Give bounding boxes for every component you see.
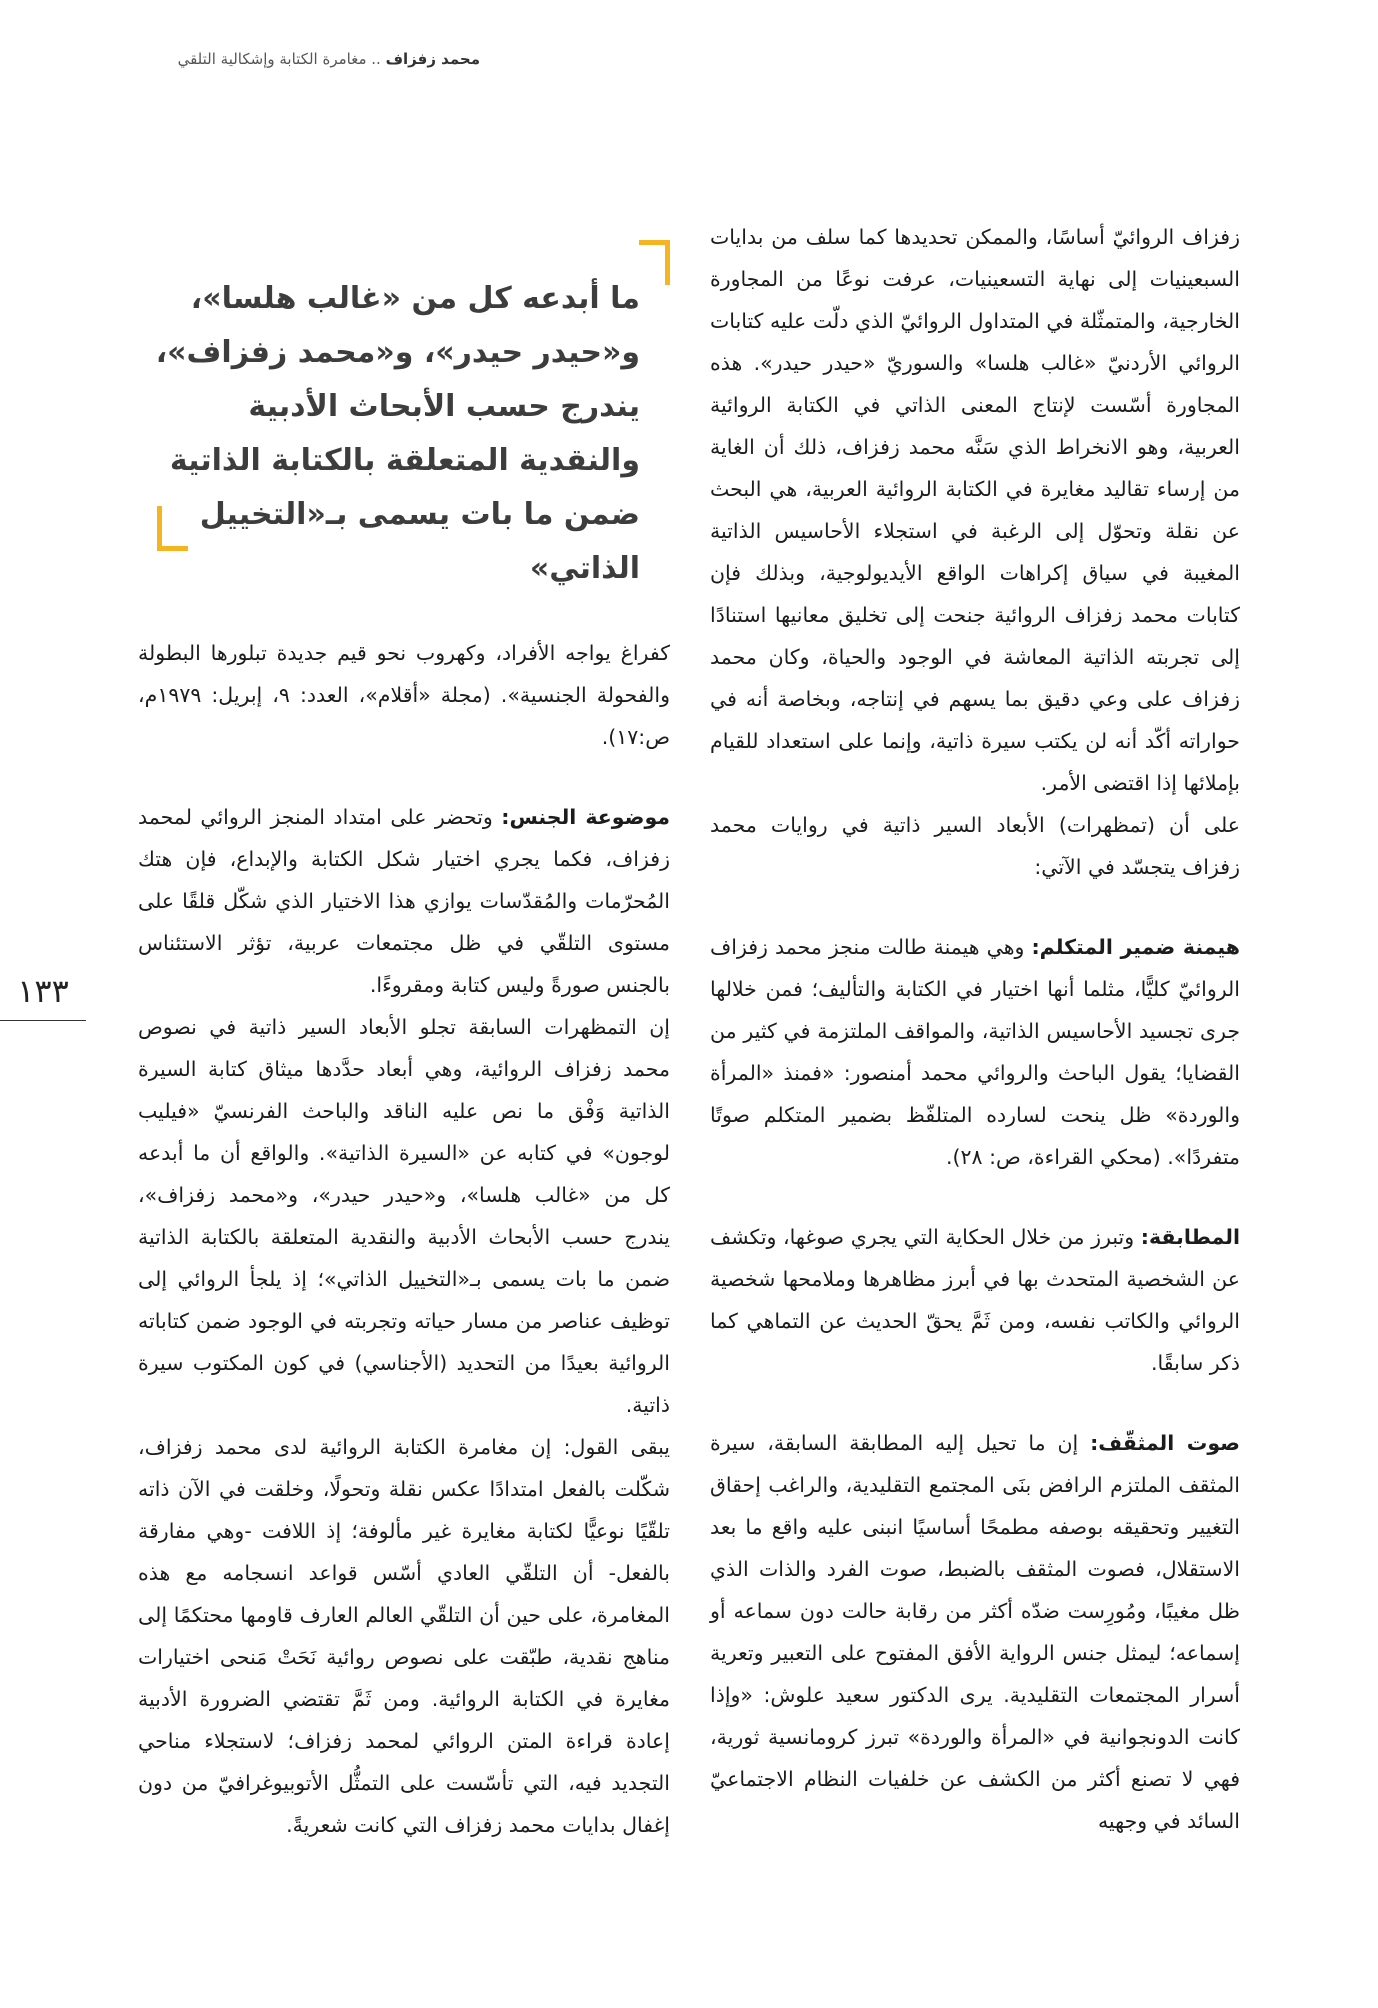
quote-bracket-bottom-left [157, 506, 188, 551]
paragraph: إن التمظهرات السابقة تجلو الأبعاد السير ذاتية في نصوص محمد زفزاف الروائية، وهي أبعاد حدَّدها ميثاق كتابة السيرة الذاتية وَفْق ما نص عليه الناقد والباحث الفرنسيّ «فيليب لوجون» في كتابه عن «السيرة الذاتية». والواقع أن ما أبدعه كل من «غالب هلسا»، و«حيدر حيدر»، و«محمد زفزاف»، يندرج حسب الأبحاث الأدبية والنقدية المتعلقة بالكتابة الذاتية ضمن ما بات يسمى بـ«التخييل الذاتي»؛ إذ يلجأ الروائي إلى توظيف عناصر من مسار حياته وتجربته في الوجود ضمن كتاباته الروائية بعيدًا من التحديد (الأجناسي) في كون المكتوب سيرة ذاتية. [138, 1015, 670, 1417]
pull-quote: ما أبدعه كل من «غالب هلسا»، و«حيدر حيدر»، و«محمد زفزاف»، يندرج حسب الأبحاث الأدبية والنقدية المتعلقة بالكتابة الذاتية ضمن ما بات يسمى بـ«التخييل الذاتي» [155, 281, 640, 586]
paragraph [710, 1216, 1240, 1384]
page-number: ١٣٣ [0, 972, 86, 1021]
paragraph: يبقى القول: إن مغامرة الكتابة الروائية لدى محمد زفزاف، شكّلت بالفعل امتدادًا عكس نقلة وتحولًا، وخلقت في الآن ذاته تلقّيًا نوعيًّا لكتابة مغايرة غير مألوفة؛ إذ اللافت -وهي مفارقة بالفعل- أن التلقّي العادي أسّس قواعد انسجامه مع هذه المغامرة، على حين أن التلقّي العالم العارف قاومها محتكمًا إلى مناهج نقدية، طبّقت على نصوص روائية نَحَتْ مَنحى اختيارات مغايرة في الكتابة الروائية. ومن ثَمَّ تقتضي الضرورة الأدبية إعادة قراءة المتن الروائي لمحمد زفزاف؛ لاستجلاء مناحي التجديد فيه، التي تأسّست على التمثُّل الأتوبيوغرافيّ من دون إغفال بدايات محمد زفزاف التي كانت شعريةً. [138, 1435, 670, 1837]
paragraph: على أن (تمظهرات) الأبعاد السير ذاتية في روايات محمد زفزاف يتجسّد في الآتي: [710, 813, 1240, 879]
header-title: .. مغامرة الكتابة وإشكالية التلقي [177, 50, 381, 68]
section-label: صوت المثقّف: [1090, 1431, 1240, 1455]
paragraph-text: إن ما تحيل إليه المطابقة السابقة، سيرة المثقف الملتزم الرافض بنَى المجتمع التقليدية، والراغب إحقاق التغيير وتحقيقه بوصفه مطمحًا أساسيًا انبنى عليه واقع ما بعد الاستقلال، فصوت المثقف بالضبط، صوت الفرد والذات الذي ظل مغيبًا، ومُورِست ضدّه أكثر من رقابة حالت دون سماعه أو إسماعه؛ ليمثل جنس الرواية الأفق المفتوح على التعبير وتعرية أسرار المجتمعات التقليدية. يرى الدكتور سعيد علوش: «وإذا كانت الدونجوانية في «المرأة والوردة» تبرز كرومانسية ثورية، فهي لا تصنع أكثر من الكشف عن خلفيات النظام الاجتماعيّ السائد في وجهيه [710, 1431, 1240, 1833]
paragraph [138, 796, 670, 1006]
paragraph: زفزاف الروائيّ أساسًا، والممكن تحديدها كما سلف من بدايات السبعينيات إلى نهاية التسعينيات، عرفت نوعًا من المجاورة الخارجية، والمتمثّلة في المتداول الروائيّ الذي دلّت عليه كتابات الروائي الأردنيّ «غالب هلسا» والسوريّ «حيدر حيدر». هذه المجاورة أسّست لإنتاج المعنى الذاتي في الكتابة الروائية العربية، وهو الانخراط الذي سَنَّه محمد زفزاف، ذلك أن الغاية من إرساء تقاليد مغايرة في الكتابة الروائية العربية، هي البحث عن نقلة وتحوّل إلى الرغبة في استجلاء الأحاسيس الذاتية المغيبة في سياق إكراهات الواقع الأيديولوجية، وبذلك فإن كتابات محمد زفزاف الروائية جنحت إلى تخليق معانيها استنادًا إلى تجربته الذاتية المعاشة في الوجود والحياة، وكان محمد زفزاف على وعي دقيق بما يسهم في إنتاجه، وبخاصة أنه في حواراته أكّد أنه لن يكتب سيرة ذاتية، وإنما على استعداد للقيام بإملائها إذا اقتضى الأمر. [710, 225, 1240, 795]
header-author: محمد زفزاف [385, 50, 480, 68]
section-label: هيمنة ضمير المتكلم: [1031, 935, 1240, 959]
section-label: موضوعة الجنس: [501, 805, 670, 829]
paragraph [710, 1422, 1240, 1842]
paragraph-text: وتحضر على امتداد المنجز الروائي لمحمد زفزاف، فكما يجري اختيار شكل الكتابة والإبداع، فإن هتك المُحرّمات والمُقدّسات يوازي هذا الاختيار الذي شكّل قلقًا على مستوى التلقّي في ظل مجتمعات عربية، تؤثر الاستئناس بالجنس صورةً وليس كتابة ومقروءًا. [138, 805, 670, 997]
right-text-column [710, 216, 1240, 1842]
section-label: المطابقة: [1140, 1225, 1240, 1249]
running-header [130, 50, 480, 68]
left-text-column [138, 632, 670, 1846]
paragraph-text: وتبرز من خلال الحكاية التي يجري صوغها، وتكشف عن الشخصية المتحدث بها في أبرز مظاهرها وملامحها شخصية الروائي والكاتب نفسه، ومن ثَمَّ يحقّ الحديث عن التماهي كما ذكر سابقًا. [710, 1225, 1240, 1375]
quote-bracket-top-right [639, 240, 670, 285]
paragraph-text: وهي هيمنة طالت منجز محمد زفزاف الروائيّ كليًّا، مثلما أنها اختيار في الكتابة والتأليف؛ فمن خلالها جرى تجسيد الأحاسيس الذاتية، والمواقف الملتزمة في كثير من القضايا؛ يقول الباحث والروائي محمد أمنصور: «فمنذ «المرأة والوردة» ظل ينحت لسارده المتلفّظ بضمير المتكلم صوتًا متفردًا». (محكي القراءة، ص: ٢٨). [710, 935, 1240, 1169]
paragraph: كفراغ يواجه الأفراد، وكهروب نحو قيم جديدة تبلورها البطولة والفحولة الجنسية». (مجلة «أقلام»، العدد: ٩، إبريل: ١٩٧٩م، ص:١٧). [138, 641, 670, 749]
paragraph [710, 926, 1240, 1178]
